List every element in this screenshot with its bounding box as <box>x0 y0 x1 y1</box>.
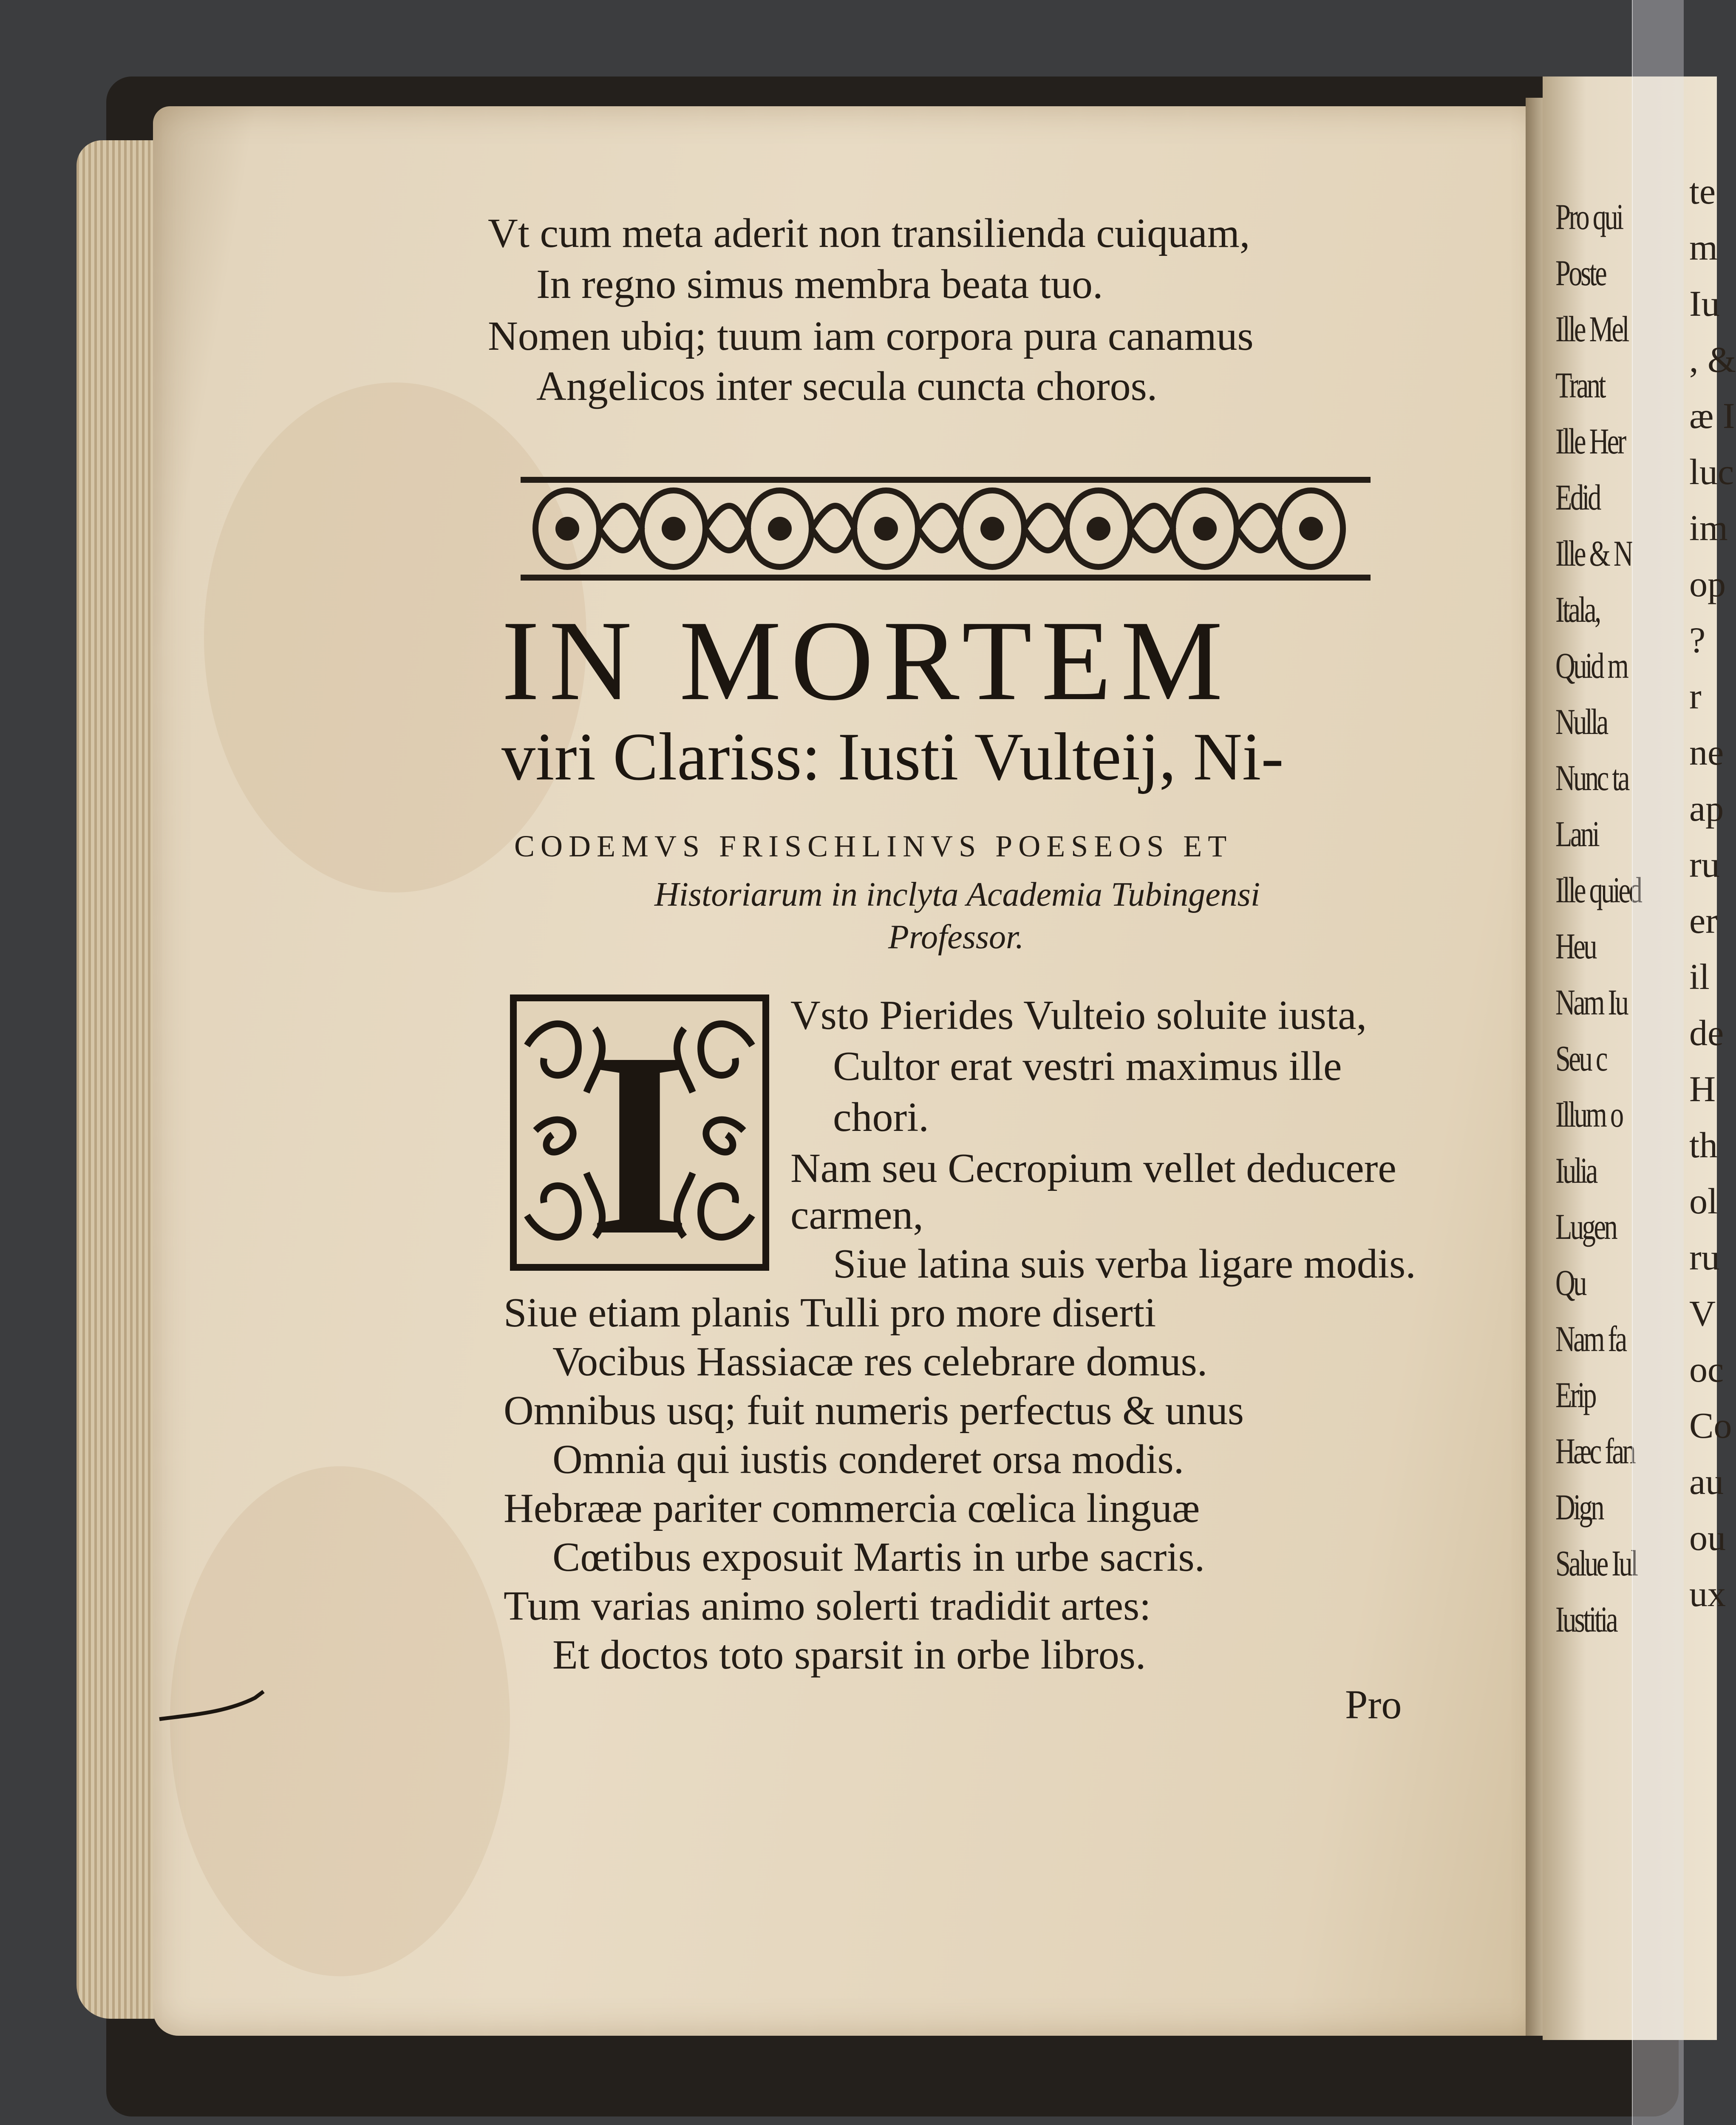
right-page-fragment: au <box>1689 1461 1724 1502</box>
right-page-fragment: luc <box>1689 451 1734 492</box>
subtitle-line: viri Clariss: Iusti Vulteij, Ni- <box>501 719 1284 794</box>
right-page-fragment: Co <box>1689 1405 1732 1446</box>
right-page-fragment: Hæc fan <box>1555 1431 1634 1471</box>
right-page-fragment: Iustitia <box>1555 1599 1617 1640</box>
author-line: CODEMVS FRISCHLINVS POESEOS ET <box>514 829 1233 863</box>
verse-line: In regno simus membra beata tuo. <box>536 261 1103 307</box>
right-page-fragment: , & <box>1689 339 1736 380</box>
right-page-fragment: te <box>1689 171 1716 212</box>
poem-line: Nam seu Cecropium vellet deducere <box>790 1145 1396 1191</box>
right-page-fragment: il <box>1689 956 1710 997</box>
right-page-fragment: Salue Iul <box>1555 1543 1637 1584</box>
right-page-fragment: Nunc ta <box>1555 757 1628 798</box>
right-page-fragment: Itala, <box>1555 589 1600 630</box>
poem-line: Cœtibus exposuit Martis in urbe sacris. <box>552 1534 1205 1580</box>
poem-line: Siue latina suis verba ligare modis. <box>833 1241 1416 1287</box>
author-title: Professor. <box>888 918 1024 956</box>
right-page-fragment: Erip <box>1555 1374 1595 1415</box>
page-edges <box>76 140 161 2019</box>
poem-line: Omnia qui iustis conderet orsa modis. <box>552 1436 1184 1482</box>
right-page-fragment: Qu <box>1555 1262 1585 1303</box>
right-page-fragment: m <box>1689 227 1718 268</box>
right-page-fragment: Illum o <box>1555 1094 1622 1135</box>
right-page-fragment: ol <box>1689 1181 1718 1221</box>
right-page-fragment: ap <box>1689 788 1724 829</box>
glass-plate-edge <box>1632 0 1684 2125</box>
right-page-fragment: Quid m <box>1555 645 1627 686</box>
right-page-fragment: ux <box>1689 1573 1726 1614</box>
ornamental-band <box>521 473 1371 585</box>
right-page-fragment: Iu <box>1689 283 1720 324</box>
drop-cap-letter: I <box>588 998 691 1290</box>
right-page-fragment: Dign <box>1555 1487 1603 1527</box>
right-page-fragment: Ille quied <box>1555 870 1641 910</box>
right-page-fragment: Seu c <box>1555 1038 1606 1079</box>
right-page-fragment: ru <box>1689 844 1720 885</box>
right-page-fragment: Ille & N <box>1555 533 1631 574</box>
right-page-fragment: th <box>1689 1125 1718 1165</box>
right-page-fragment: im <box>1689 507 1728 548</box>
right-page-fragment: Nam Iu <box>1555 982 1627 1023</box>
right-page-fragment: ne <box>1689 732 1724 773</box>
right-page-fragment: V <box>1689 1293 1716 1334</box>
right-page-fragment: Iulia <box>1555 1150 1596 1191</box>
right-page-fragment: Ille Her <box>1555 421 1625 462</box>
ink-mark <box>157 1689 268 1728</box>
right-page-fragment: ? <box>1689 620 1706 660</box>
page-title: IN MORTEM <box>501 597 1232 724</box>
verse-line: Vt cum meta aderit non transilienda cuiquam, <box>488 210 1250 256</box>
poem-line: Vocibus Hassiacæ res celebrare domus. <box>552 1339 1208 1385</box>
right-page-fragment: Ille Mel <box>1555 309 1628 349</box>
right-page-fragment: Heu <box>1555 926 1595 966</box>
right-page-fragment: ru <box>1689 1237 1720 1278</box>
right-page-fragment: Lani <box>1555 813 1598 854</box>
poem-line: Hebrææ pariter commercia cœlica linguæ <box>504 1485 1200 1531</box>
decorated-initial <box>510 994 769 1290</box>
right-page-fragment: H <box>1689 1068 1716 1109</box>
right-page-fragment: Nam fa <box>1555 1318 1626 1359</box>
poem-line: carmen, <box>790 1192 923 1238</box>
poem-line: chori. <box>833 1094 929 1140</box>
right-page-fragment: op <box>1689 564 1726 604</box>
author-affiliation: Historiarum in inclyta Academia Tubingensi <box>654 876 1260 913</box>
right-page-fragment: Poste <box>1555 252 1606 293</box>
poem-line: Vsto Pierides Vulteio soluite iusta, <box>790 992 1367 1038</box>
poem-line: Et doctos toto sparsit in orbe libros. <box>552 1632 1146 1678</box>
poem-line: Omnibus usq; fuit numeris perfectus & unus <box>504 1388 1244 1434</box>
right-page-fragment: ou <box>1689 1517 1726 1558</box>
right-page-fragment: æ I <box>1689 395 1735 436</box>
poem-line: Siue etiam planis Tulli pro more diserti <box>504 1290 1156 1336</box>
right-page-fragment: Pro qui <box>1555 196 1622 237</box>
right-page-fragment: er <box>1689 900 1718 941</box>
right-page-fragment: Nulla <box>1555 701 1607 742</box>
right-page-fragment: Trant <box>1555 365 1604 405</box>
right-page-fragment: Lugen <box>1555 1206 1616 1247</box>
right-page-fragment: r <box>1689 676 1702 717</box>
right-page-fragment: Edid <box>1555 477 1600 518</box>
poem-line: Tum varias animo solerti tradidit artes: <box>504 1583 1151 1629</box>
verse-line: Nomen ubiq; tuum iam corpora pura canamus <box>488 313 1254 359</box>
poem-line: Cultor erat vestri maximus ille <box>833 1043 1342 1089</box>
verse-line: Angelicos inter secula cuncta choros. <box>536 363 1158 409</box>
right-page-fragment: de <box>1689 1012 1724 1053</box>
right-page-fragment: oc <box>1689 1349 1724 1390</box>
catchword: Pro <box>1345 1682 1402 1727</box>
